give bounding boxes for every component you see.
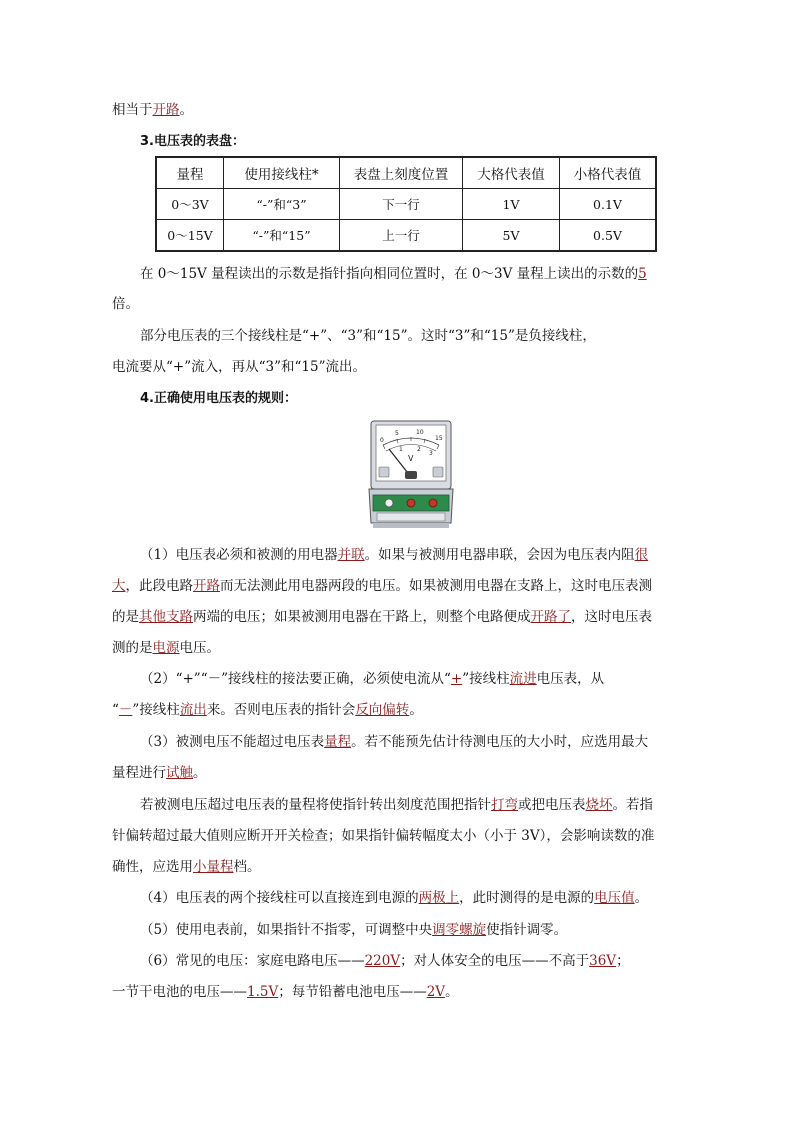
rule-1-line-3 — [112, 607, 652, 627]
table-header: 小格代表值 — [560, 157, 657, 189]
overrange-line-2: 针偏转超过最大值则应断开开关检查；如果指针偏转幅度太小（小于 3V），会影响读数的准 — [112, 828, 655, 844]
text: 一节干电池的电压—— — [112, 984, 247, 1000]
voltmeter-range-table — [155, 156, 657, 252]
answer-blank: 开路 — [193, 578, 220, 594]
text: ”接线柱 — [462, 671, 510, 687]
table-header: 大格代表值 — [463, 157, 560, 189]
intro-line — [112, 100, 193, 120]
rule-6-line-1 — [140, 951, 630, 971]
text: 而无法测此用电器两段的电压。如果被测用电器在支路上，这时电压表测 — [220, 578, 652, 594]
terminals-line-2: 电流要从“+”流入，再从“3”和“15”流出。 — [112, 359, 366, 375]
table-cell: 0.5V — [560, 220, 657, 252]
text: 。 — [634, 890, 649, 906]
answer-blank: － — [118, 702, 133, 718]
answer-blank: 调零螺旋 — [432, 922, 487, 938]
text: 。如果与被测用电器串联，会因为电压表内阻 — [364, 547, 635, 563]
answer-blank: 两极上 — [418, 890, 460, 906]
text: 。 — [445, 984, 459, 1000]
text: 电压。 — [179, 640, 220, 656]
text: （1）电压表必须和被测的用电器 — [140, 547, 338, 563]
table-cell: 下一行 — [340, 189, 463, 220]
table-header-row — [156, 157, 656, 189]
voltmeter-illustration — [367, 419, 455, 530]
answer-blank: 1.5V — [247, 984, 279, 1000]
text: 。 — [193, 765, 207, 781]
dial-unit-label: V — [408, 454, 414, 463]
answer-blank: 很 — [634, 547, 649, 563]
table-header: 表盘上刻度位置 — [340, 157, 463, 189]
text: 在 0～15V 量程读出的示数是指针指向相同位置时，在 0～3V 量程上读出的示数的 — [140, 266, 639, 282]
rule-1-line-1 — [140, 545, 648, 565]
rule-6-line-2 — [112, 982, 459, 1002]
text: ，此时测得的是电源的 — [459, 890, 595, 906]
scale-label: 3 — [429, 450, 433, 457]
scale-label: 0 — [380, 437, 384, 444]
text: （3）被测电压不能超过电压表 — [140, 734, 325, 750]
text: ；对人体安全的电压——不高于 — [400, 953, 590, 969]
text: （2）“+”“－”接线柱的接法要正确，必须使电流从“ — [140, 671, 451, 687]
rule-1-line-4 — [112, 638, 220, 658]
table-row — [156, 220, 656, 252]
text: 若被测电压超过电压表的量程将使指针转出刻度范围把指针 — [140, 797, 491, 813]
rule-5-line — [140, 920, 567, 940]
text: 。 — [179, 102, 193, 118]
answer-blank: 220V — [364, 953, 401, 969]
text: 档。 — [233, 859, 261, 875]
overrange-line-3 — [112, 857, 261, 877]
text: 。若不能预先估计待测电压的大小时，应选用最大 — [351, 734, 649, 750]
answer-blank: 试触 — [166, 765, 193, 781]
scale-label: 15 — [435, 435, 443, 442]
text: ”接线柱 — [132, 702, 180, 718]
text: （4）电压表的两个接线柱可以直接连到电源的 — [140, 890, 419, 906]
text: 相当于 — [112, 102, 153, 118]
scale-label: 5 — [395, 430, 399, 437]
section-4-heading: 4.正确使用电压表的规则： — [140, 391, 297, 406]
text: 确性，应选用 — [112, 859, 193, 875]
table-cell: 0～3V — [156, 189, 224, 220]
answer-blank: 量程 — [324, 734, 352, 750]
text: 两端的电压；如果被测用电器在干路上，则整个电路便成 — [193, 609, 531, 625]
text: 或把电压表 — [518, 797, 586, 813]
text: 测的是 — [112, 640, 153, 656]
scale-label: 10 — [416, 429, 424, 436]
text: ； — [616, 953, 630, 969]
answer-blank: 开路了 — [530, 609, 571, 625]
text: 的是 — [112, 609, 139, 625]
text: 来。否则电压表的指针会 — [206, 702, 356, 718]
rule-2-line-2 — [112, 700, 423, 720]
answer-blank: 电压值 — [594, 890, 635, 906]
table-cell: “-”和“3” — [224, 189, 340, 220]
rule-3-line-2 — [112, 763, 207, 783]
table-header: 量程 — [156, 157, 224, 189]
voltmeter-icon — [367, 419, 455, 530]
rule-1-line-2 — [112, 576, 652, 596]
rule-3-line-1 — [140, 732, 648, 752]
text: “ — [112, 702, 119, 718]
ratio-line-1 — [140, 264, 647, 284]
text: ，此段电路 — [125, 578, 193, 594]
table-cell: 1V — [463, 189, 560, 220]
text: 使指针调零。 — [486, 922, 568, 938]
table-row — [156, 189, 656, 220]
answer-blank: 其他支路 — [139, 609, 193, 625]
section-3-heading: 3.电压表的表盘： — [140, 134, 245, 149]
answer-blank: 小量程 — [193, 859, 234, 875]
text: 。 — [409, 702, 423, 718]
text: ，这时电压表 — [571, 609, 652, 625]
answer-blank: 2V — [426, 984, 446, 1000]
answer-blank: 反向偏转 — [355, 702, 410, 718]
table-cell: “-”和“15” — [224, 220, 340, 252]
scale-label: 1 — [399, 446, 403, 453]
text: ；每节铅蓄电池电压—— — [278, 984, 427, 1000]
table-cell: 0.1V — [560, 189, 657, 220]
table-header: 使用接线柱* — [224, 157, 340, 189]
answer-blank: 大 — [112, 578, 126, 594]
text: （6）常见的电压：家庭电路电压—— — [140, 953, 365, 969]
answer-blank: 流出 — [179, 702, 207, 718]
answer-blank: 36V — [589, 953, 617, 969]
answer-blank: 开路 — [152, 102, 180, 118]
answer-blank: + — [450, 671, 463, 687]
scale-label: 2 — [417, 446, 421, 453]
answer-blank: 5 — [638, 266, 647, 282]
rule-2-line-1 — [140, 669, 604, 689]
answer-blank: 电源 — [152, 640, 180, 656]
table-cell: 5V — [463, 220, 560, 252]
table-cell: 0～15V — [156, 220, 224, 252]
rule-4-line — [140, 888, 648, 908]
text: 量程进行 — [112, 765, 166, 781]
table-cell: 上一行 — [340, 220, 463, 252]
ratio-line-2: 倍。 — [112, 296, 139, 312]
text: 。若指 — [612, 797, 653, 813]
answer-blank: 流进 — [509, 671, 537, 687]
text: 电压表，从 — [536, 671, 605, 687]
text: （5）使用电表前，如果指针不指零，可调整中央 — [140, 922, 433, 938]
terminals-line-1: 部分电压表的三个接线柱是“+”、“3”和“15”。这时“3”和“15”是负接线柱， — [140, 328, 596, 344]
overrange-line-1 — [140, 795, 653, 815]
answer-blank: 打弯 — [491, 797, 518, 813]
answer-blank: 烧坏 — [585, 797, 613, 813]
answer-blank: 并联 — [337, 547, 365, 563]
